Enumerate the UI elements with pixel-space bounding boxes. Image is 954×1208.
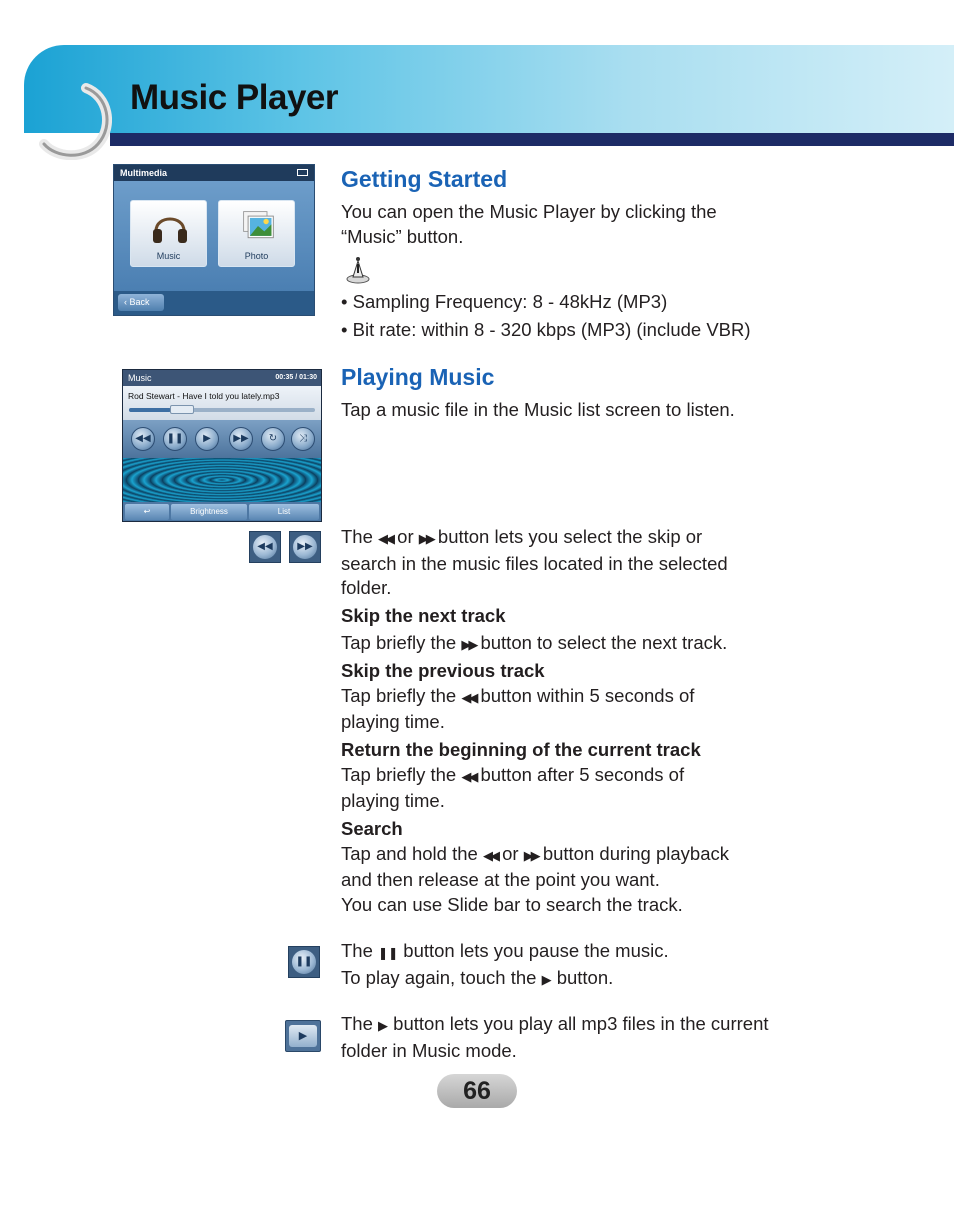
pause-description — [341, 939, 669, 992]
pause-button[interactable] — [163, 427, 187, 451]
music-tile-label: Music — [156, 251, 181, 261]
skip-next-text: Tap briefly the — [341, 631, 457, 653]
chevron-left-icon: ‹ — [124, 297, 130, 307]
rewind-icon: ◀◀ — [378, 531, 393, 546]
shuffle-button[interactable] — [291, 427, 315, 451]
rewind-button-illustration — [249, 531, 281, 563]
music-screen-title: Music — [128, 373, 152, 383]
music-player-screenshot — [122, 369, 322, 522]
play-description — [341, 1012, 769, 1063]
search-text: and then release at the point you want. — [341, 869, 660, 890]
return-beginning-text: button after 5 seconds of — [480, 763, 685, 785]
skip-next-title: Skip the next track — [341, 605, 506, 626]
multimedia-body — [114, 181, 314, 291]
rewind-icon: ◀◀ — [482, 847, 497, 863]
back-label: Back — [129, 297, 150, 307]
search-section — [341, 817, 729, 917]
photo-tile-label: Photo — [244, 251, 269, 261]
multimedia-screenshot — [113, 164, 315, 316]
ring-decoration-icon — [38, 82, 112, 160]
pause-button-illustration — [288, 946, 320, 978]
fast-forward-icon: ▶▶ — [523, 847, 538, 863]
pause-icon: ❚❚ — [166, 433, 184, 444]
search-text: Tap and hold the — [341, 842, 478, 864]
rewind-icon: ◀◀ — [461, 689, 476, 705]
page-title: Music Player — [130, 78, 338, 117]
skip-previous-section — [341, 659, 694, 735]
search-title: Search — [341, 818, 403, 839]
play-button[interactable] — [195, 427, 219, 451]
play-icon: ▶ — [203, 433, 211, 444]
search-text: or — [502, 842, 519, 864]
multimedia-title: Multimedia — [120, 168, 168, 178]
playing-music-intro: Tap a music file in the Music list screen to listen. — [341, 399, 735, 420]
play-text: button lets you play all mp3 files in the current — [393, 1013, 769, 1034]
skip-text: or — [397, 526, 414, 547]
header-underline — [110, 133, 954, 146]
return-beginning-text: Tap briefly the — [341, 763, 457, 785]
skip-previous-text: playing time. — [341, 711, 445, 732]
skip-text: search in the music files located in the selected — [341, 552, 728, 574]
music-titlebar — [123, 370, 321, 386]
fast-forward-button-illustration — [289, 531, 321, 563]
seek-slider[interactable] — [129, 408, 315, 412]
list-button[interactable]: List — [249, 504, 319, 520]
pause-icon: ❚❚ — [292, 950, 316, 974]
multimedia-footer — [114, 291, 314, 315]
skip-previous-text: Tap briefly the — [341, 684, 457, 706]
seek-knob[interactable] — [170, 405, 194, 414]
pause-text: button. — [556, 966, 614, 988]
skip-description — [341, 525, 728, 601]
rewind-icon: ◀◀ — [461, 768, 476, 784]
play-button-illustration — [285, 1020, 321, 1052]
pause-text: The — [341, 940, 373, 961]
photo-tile-button[interactable] — [218, 200, 295, 267]
pause-icon: ❚❚ — [378, 946, 399, 960]
back-button[interactable] — [118, 294, 164, 311]
battery-icon — [297, 169, 308, 176]
getting-started-bullets — [341, 290, 751, 342]
shuffle-icon: ⤨ — [299, 433, 307, 444]
skip-next-section — [341, 604, 727, 657]
multimedia-titlebar — [114, 165, 314, 181]
skip-next-text: button to select the next track. — [480, 631, 728, 653]
skip-previous-title: Skip the previous track — [341, 660, 545, 681]
return-beginning-section — [341, 738, 701, 814]
playback-controls — [123, 420, 321, 458]
headphones-icon — [150, 207, 190, 247]
photo-icon — [238, 208, 278, 244]
intro-line-2: “Music” button. — [341, 225, 464, 247]
music-footer — [123, 502, 321, 522]
search-text: You can use Slide bar to search the track. — [341, 893, 683, 915]
skip-text: folder. — [341, 577, 392, 598]
play-icon: ▶ — [378, 1018, 389, 1033]
seek-fill — [129, 408, 171, 412]
fast-forward-button[interactable] — [229, 427, 253, 451]
track-area — [123, 386, 321, 420]
fast-forward-icon: ▶▶ — [418, 531, 433, 546]
skip-text: button lets you select the skip or — [437, 526, 703, 547]
play-text: folder in Music mode. — [341, 1039, 517, 1061]
search-text: button during playback — [542, 842, 729, 864]
skip-text: The — [341, 526, 373, 547]
repeat-button[interactable] — [261, 427, 285, 451]
return-button[interactable] — [125, 504, 169, 520]
fast-forward-icon: ▶▶ — [461, 636, 476, 652]
getting-started-intro — [341, 200, 717, 249]
rewind-icon: ◀◀ — [135, 433, 151, 444]
fast-forward-icon: ▶▶ — [293, 535, 317, 559]
play-icon: ▶ — [541, 971, 552, 987]
skip-previous-text: button within 5 seconds of — [480, 684, 695, 706]
playing-music-heading: Playing Music — [341, 364, 495, 390]
visualizer — [123, 458, 321, 502]
bullet-sampling: • Sampling Frequency: 8 - 48kHz (MP3) — [341, 291, 668, 312]
repeat-icon: ↻ — [268, 433, 278, 444]
rewind-button[interactable] — [131, 427, 155, 451]
pause-text: To play again, touch the — [341, 966, 537, 988]
note-icon — [344, 255, 372, 285]
play-icon: ▶ — [289, 1025, 317, 1047]
getting-started-heading: Getting Started — [341, 166, 508, 192]
return-beginning-title: Return the beginning of the current track — [341, 739, 701, 760]
page-number: 66 — [437, 1074, 517, 1108]
rewind-icon: ◀◀ — [253, 535, 277, 559]
brightness-button[interactable]: Brightness — [171, 504, 247, 520]
return-icon: ↩ — [143, 507, 151, 516]
intro-line-1: You can open the Music Player by clicking the — [341, 201, 717, 222]
return-beginning-text: playing time. — [341, 790, 445, 811]
pause-text: button lets you pause the music. — [403, 940, 669, 961]
play-text: The — [341, 1013, 373, 1034]
fast-forward-icon: ▶▶ — [233, 433, 249, 444]
bullet-bitrate: • Bit rate: within 8 - 320 kbps (MP3) (include VBR) — [341, 318, 751, 340]
playback-time: 00:35 / 01:30 — [275, 374, 317, 381]
music-tile-button[interactable] — [130, 200, 207, 267]
track-name: Rod Stewart - Have I told you lately.mp3 — [128, 391, 280, 401]
